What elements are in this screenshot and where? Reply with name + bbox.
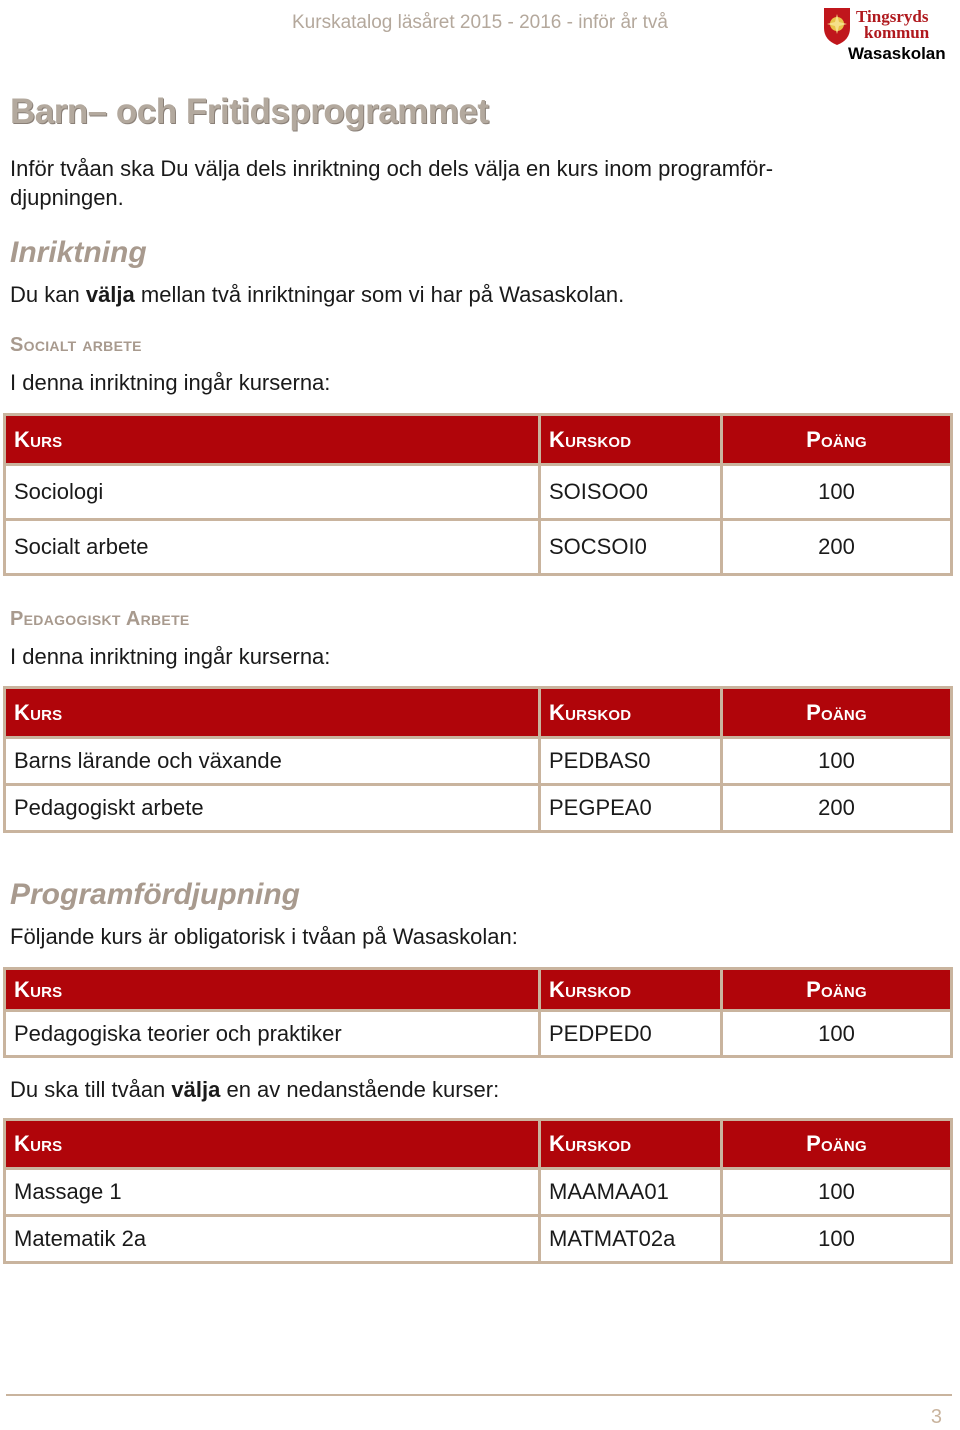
course-name: Massage 1 <box>5 1169 540 1216</box>
school-name: Wasaskolan <box>848 44 946 63</box>
inriktning-text-bold: välja <box>85 282 135 307</box>
table-row <box>5 1011 952 1057</box>
choice-text-bold: välja <box>171 1077 221 1102</box>
col-kurskod: Kurskod <box>540 1120 722 1169</box>
course-code: SOCSOI0 <box>540 520 722 575</box>
coat-of-arms-icon <box>822 6 852 46</box>
course-name: Socialt arbete <box>5 520 540 575</box>
page-number: 3 <box>930 1406 942 1428</box>
course-code: PEDPED0 <box>540 1011 722 1057</box>
page-title: Barn– och Fritidsprogrammet <box>10 92 489 131</box>
table-row <box>5 738 952 785</box>
col-poang: Poäng <box>722 969 952 1011</box>
course-code: SOISOO0 <box>540 465 722 520</box>
col-kurskod: Kurskod <box>540 969 722 1011</box>
footer-divider <box>6 1394 952 1396</box>
course-name: Sociologi <box>5 465 540 520</box>
col-kurs: Kurs <box>5 688 540 738</box>
inriktning-text <box>10 280 624 309</box>
col-poang: Poäng <box>722 688 952 738</box>
fordjupning-table <box>3 967 953 1058</box>
course-points: 200 <box>722 520 952 575</box>
col-kurskod: Kurskod <box>540 688 722 738</box>
course-code: MATMAT02a <box>540 1216 722 1263</box>
course-name: Barns lärande och växande <box>5 738 540 785</box>
course-points: 200 <box>722 785 952 832</box>
col-kurs: Kurs <box>5 969 540 1011</box>
choice-table <box>3 1118 953 1264</box>
table-row <box>5 1169 952 1216</box>
logo-text-line2: kommun <box>864 23 930 42</box>
intro-text: Inför tvåan ska Du välja dels inriktning och dels välja en kurs inom programför- djupningen. <box>10 156 774 210</box>
course-name: Pedagogiska teorier och praktiker <box>5 1011 540 1057</box>
col-poang: Poäng <box>722 415 952 465</box>
inriktning-text-part: Du kan <box>10 282 86 307</box>
socialt-intro: I denna inriktning ingår kurserna: <box>10 370 331 395</box>
choice-text <box>10 1075 499 1104</box>
inriktning-text-part: mellan två inriktningar som vi har på Wasaskolan. <box>134 282 625 307</box>
table-row <box>5 785 952 832</box>
catalog-title: Kurskatalog läsåret 2015 - 2016 - inför år två <box>292 12 668 33</box>
course-points: 100 <box>722 1169 952 1216</box>
table-header-row <box>5 415 952 465</box>
col-kurskod: Kurskod <box>540 415 722 465</box>
course-name: Matematik 2a <box>5 1216 540 1263</box>
col-poang: Poäng <box>722 1120 952 1169</box>
pedagogiskt-heading: Pedagogiskt Arbete <box>10 608 190 630</box>
logo-text-line1: Tingsryds <box>856 7 929 26</box>
course-code: PEDBAS0 <box>540 738 722 785</box>
course-points: 100 <box>722 1216 952 1263</box>
municipality-logo <box>822 6 956 64</box>
course-points: 100 <box>722 465 952 520</box>
socialt-heading: Socialt arbete <box>10 334 142 356</box>
course-points: 100 <box>722 1011 952 1057</box>
inriktning-heading: Inriktning <box>10 236 147 269</box>
col-kurs: Kurs <box>5 1120 540 1169</box>
choice-text-part: Du ska till tvåan <box>10 1077 172 1102</box>
table-header-row <box>5 1120 952 1169</box>
course-code: MAAMAA01 <box>540 1169 722 1216</box>
course-code: PEGPEA0 <box>540 785 722 832</box>
fordjupning-heading: Programfördjupning <box>10 878 300 911</box>
course-name: Pedagogiskt arbete <box>5 785 540 832</box>
table-row <box>5 520 952 575</box>
table-row <box>5 465 952 520</box>
table-row <box>5 1216 952 1263</box>
pedagogiskt-intro: I denna inriktning ingår kurserna: <box>10 644 331 669</box>
fordjupning-intro: Följande kurs är obligatorisk i tvåan på Wasaskolan: <box>10 924 518 949</box>
table-header-row <box>5 969 952 1011</box>
choice-text-part: en av nedanstående kurser: <box>220 1077 500 1102</box>
table-header-row <box>5 688 952 738</box>
course-points: 100 <box>722 738 952 785</box>
col-kurs: Kurs <box>5 415 540 465</box>
pedagogiskt-table <box>3 686 953 833</box>
socialt-table <box>3 413 953 576</box>
